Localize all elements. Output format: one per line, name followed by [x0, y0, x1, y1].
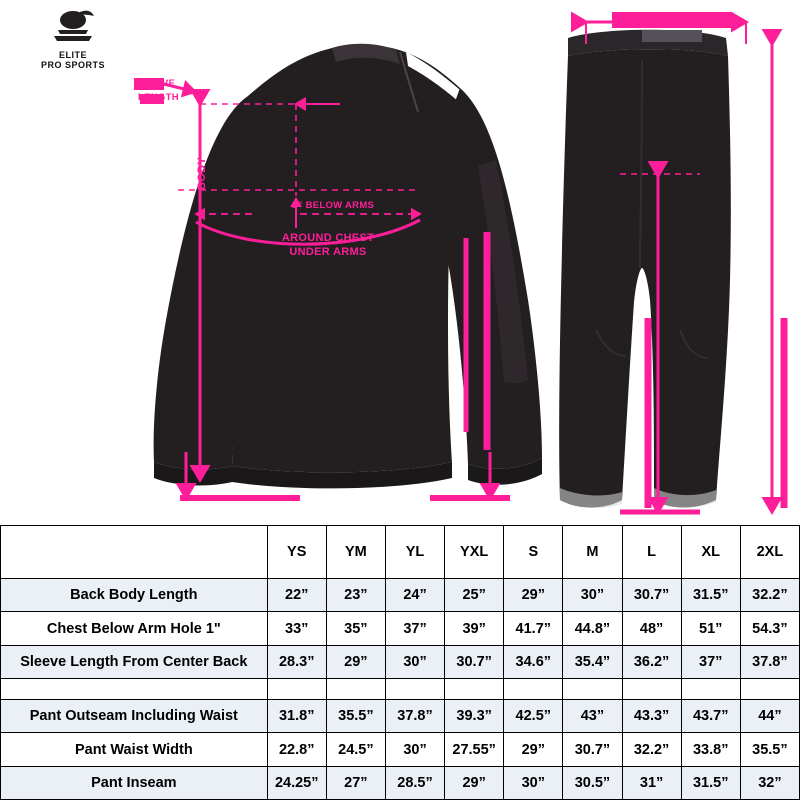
- measurement-cell: [681, 678, 740, 699]
- annotation-waist-width: WAIST WIDTH: [614, 12, 682, 23]
- measurement-cell: 27”: [326, 766, 385, 799]
- measurement-cell: 24.5”: [326, 733, 385, 766]
- measurement-cell: 28.5”: [385, 766, 444, 799]
- measurement-cell: 22.8”: [267, 733, 326, 766]
- measurement-cell: 30”: [385, 733, 444, 766]
- measurement-cell: 32.2”: [740, 579, 799, 612]
- measurement-cell: 30”: [385, 645, 444, 678]
- measurement-cell: 37.8”: [385, 700, 444, 733]
- measurement-cell: 37”: [385, 612, 444, 645]
- header-cell-size: 2XL: [740, 526, 799, 579]
- measurement-cell: 32”: [740, 766, 799, 799]
- table-row: [1, 645, 800, 678]
- measurement-cell: [563, 678, 622, 699]
- measurement-cell: 30”: [563, 579, 622, 612]
- measurement-cell: 39.3”: [445, 700, 504, 733]
- measurement-cell: [267, 678, 326, 699]
- size-chart-table: [0, 525, 800, 800]
- measurement-cell: 35”: [326, 612, 385, 645]
- measurement-cell: 44”: [740, 700, 799, 733]
- measurement-cell: 25”: [445, 579, 504, 612]
- measurement-cell: [622, 678, 681, 699]
- row-label: Pant Inseam: [1, 766, 268, 799]
- row-label: [1, 678, 268, 699]
- header-cell-size: S: [504, 526, 563, 579]
- measurement-cell: 29”: [504, 579, 563, 612]
- measurement-cell: 41.7”: [504, 612, 563, 645]
- header-cell-size: YS: [267, 526, 326, 579]
- measurement-cell: [445, 678, 504, 699]
- table-row: [1, 579, 800, 612]
- header-cell-size: YL: [385, 526, 444, 579]
- measurement-cell: 54.3”: [740, 612, 799, 645]
- measurement-cell: 42.5”: [504, 700, 563, 733]
- table-header-row: [1, 526, 800, 579]
- measurement-cell: 30.7”: [445, 645, 504, 678]
- measurement-cell: 33”: [267, 612, 326, 645]
- size-chart: [0, 525, 800, 800]
- measurement-cell: 35.5”: [326, 700, 385, 733]
- measurement-cell: 24.25”: [267, 766, 326, 799]
- measurement-cell: 31”: [622, 766, 681, 799]
- header-cell-size: YXL: [445, 526, 504, 579]
- header-cell-size: XL: [681, 526, 740, 579]
- measurement-cell: 51”: [681, 612, 740, 645]
- measurement-cell: 31.5”: [681, 579, 740, 612]
- measurement-cell: 28.3”: [267, 645, 326, 678]
- measurement-cell: [504, 678, 563, 699]
- measurement-cell: 23”: [326, 579, 385, 612]
- annotation-sleeve: SLEEVE: [136, 78, 176, 89]
- measurement-cell: 43.7”: [681, 700, 740, 733]
- measurement-cell: 31.5”: [681, 766, 740, 799]
- header-cell-size: M: [563, 526, 622, 579]
- annotation-body: BODY: [196, 157, 208, 190]
- row-label: Chest Below Arm Hole 1": [1, 612, 268, 645]
- annotation-below-arms: 1” BELOW ARMS: [292, 200, 375, 211]
- measurement-cell: 29”: [326, 645, 385, 678]
- row-label: Pant Outseam Including Waist: [1, 700, 268, 733]
- measurement-cell: [326, 678, 385, 699]
- measurement-cell: 33.8”: [681, 733, 740, 766]
- table-row: [1, 733, 800, 766]
- measurement-cell: 32.2”: [622, 733, 681, 766]
- measurement-cell: [385, 678, 444, 699]
- measurement-cell: 35.4”: [563, 645, 622, 678]
- measurement-cell: 36.2”: [622, 645, 681, 678]
- measurement-cell: 48”: [622, 612, 681, 645]
- table-row: [1, 700, 800, 733]
- brand-logo-text: ELITE PRO SPORTS: [40, 50, 105, 70]
- row-label: Sleeve Length From Center Back: [1, 645, 268, 678]
- row-label: Back Body Length: [1, 579, 268, 612]
- row-label: Pant Waist Width: [1, 733, 268, 766]
- header-cell-label: [1, 526, 268, 579]
- measurement-cell: 30.7”: [563, 733, 622, 766]
- measurement-cell: 24”: [385, 579, 444, 612]
- measurement-cell: 37.8”: [740, 645, 799, 678]
- measurement-cell: 34.6”: [504, 645, 563, 678]
- measurement-cell: 31.8”: [267, 700, 326, 733]
- measurement-cell: 29”: [504, 733, 563, 766]
- table-spacer-row: [1, 678, 800, 699]
- annotation-around-chest: AROUND CHEST: [281, 232, 375, 244]
- annotation-under-arms: UNDER ARMS: [289, 246, 367, 258]
- measurement-cell: 30”: [504, 766, 563, 799]
- measurement-cell: 35.5”: [740, 733, 799, 766]
- annotation-length: LENGTH: [138, 92, 179, 103]
- measurement-cell: 43”: [563, 700, 622, 733]
- measurement-cell: 39”: [445, 612, 504, 645]
- measurement-cell: 29”: [445, 766, 504, 799]
- measurement-cell: 27.55”: [445, 733, 504, 766]
- header-cell-size: L: [622, 526, 681, 579]
- header-cell-size: YM: [326, 526, 385, 579]
- measurement-cell: 43.3”: [622, 700, 681, 733]
- measurement-cell: [740, 678, 799, 699]
- table-row: [1, 766, 800, 799]
- measurement-cell: 37”: [681, 645, 740, 678]
- measurement-cell: 30.5”: [563, 766, 622, 799]
- measurement-cell: 22”: [267, 579, 326, 612]
- table-row: [1, 612, 800, 645]
- measurement-cell: 30.7”: [622, 579, 681, 612]
- measurement-cell: 44.8”: [563, 612, 622, 645]
